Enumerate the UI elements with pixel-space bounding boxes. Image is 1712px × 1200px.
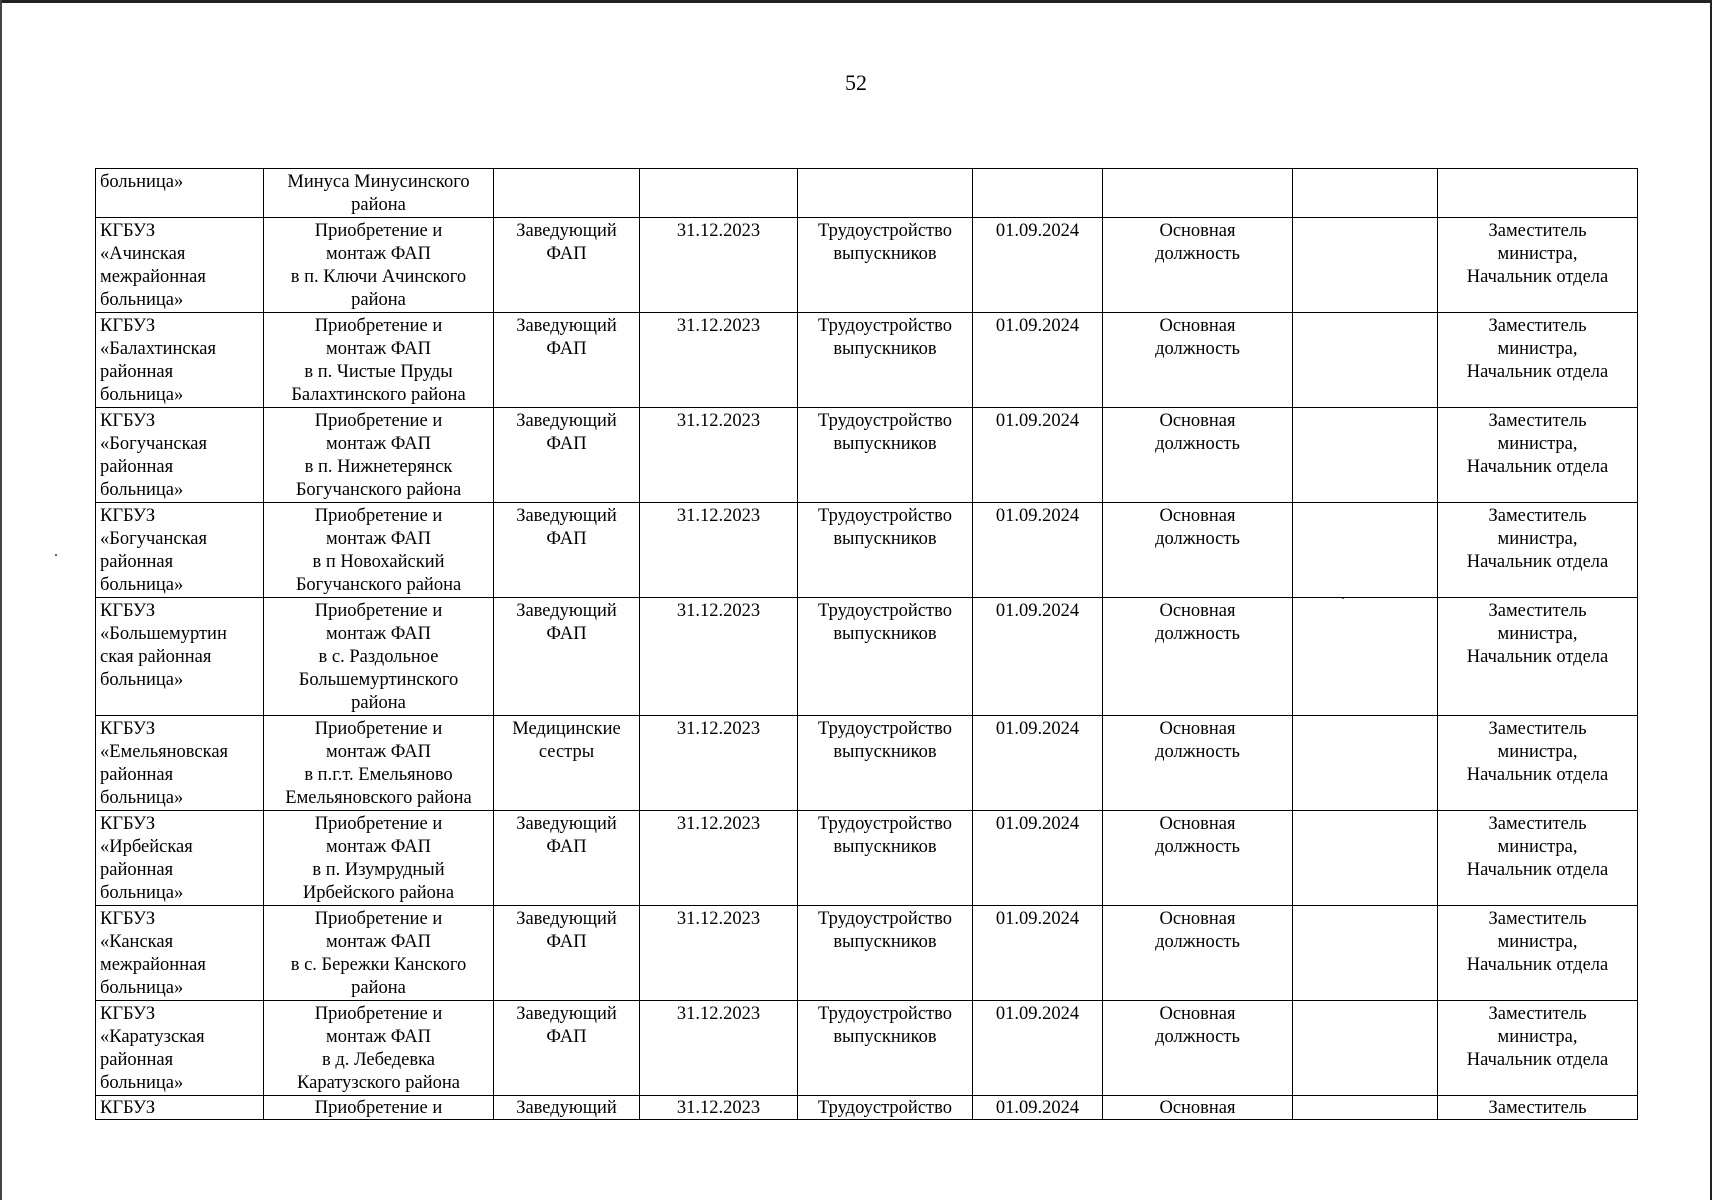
measure-cell xyxy=(798,169,973,218)
measure-cell: Трудоустройство выпускников xyxy=(798,811,973,906)
table-row xyxy=(96,1096,1638,1120)
document-table xyxy=(95,168,1638,1120)
responsible-cell: Заместитель министра, Начальник отдела xyxy=(1438,598,1638,716)
date-cell xyxy=(973,169,1103,218)
table-row xyxy=(96,811,1638,906)
date-cell: 01.09.2024 xyxy=(973,906,1103,1001)
deadline-cell: 31.12.2023 xyxy=(640,811,798,906)
project-cell: Приобретение и монтаж ФАП в п. Изумрудный Ирбейского района xyxy=(264,811,494,906)
table-row xyxy=(96,313,1638,408)
institution-cell: КГБУЗ «Богучанская районная больница» xyxy=(96,408,264,503)
employment-type-cell: Основная должность xyxy=(1103,906,1293,1001)
responsible-cell: Заместитель министра, Начальник отдела xyxy=(1438,503,1638,598)
institution-cell: КГБУЗ «Балахтинская районная больница» xyxy=(96,313,264,408)
position-cell: Заведующий ФАП xyxy=(494,503,640,598)
deadline-cell: 31.12.2023 xyxy=(640,906,798,1001)
empty-cell xyxy=(1293,811,1438,906)
empty-cell xyxy=(1293,408,1438,503)
position-cell: Заведующий ФАП xyxy=(494,811,640,906)
institution-cell: КГБУЗ «Большемуртин ская районная больница» xyxy=(96,598,264,716)
date-cell: 01.09.2024 xyxy=(973,716,1103,811)
responsible-cell: Заместитель министра, Начальник отдела xyxy=(1438,1001,1638,1096)
responsible-cell: Заместитель министра, Начальник отдела xyxy=(1438,906,1638,1001)
empty-cell xyxy=(1293,598,1438,716)
deadline-cell: 31.12.2023 xyxy=(640,598,798,716)
measure-cell: Трудоустройство выпускников xyxy=(798,313,973,408)
scan-edge-left xyxy=(0,0,2,1200)
position-cell: Заведующий ФАП xyxy=(494,218,640,313)
institution-cell: КГБУЗ «Емельяновская районная больница» xyxy=(96,716,264,811)
position-cell: Заведующий ФАП xyxy=(494,598,640,716)
position-cell: Заведующий ФАП xyxy=(494,313,640,408)
measure-cell: Трудоустройство выпускников xyxy=(798,906,973,1001)
table-row xyxy=(96,1001,1638,1096)
table-row xyxy=(96,408,1638,503)
responsible-cell: Заместитель xyxy=(1438,1096,1638,1120)
deadline-cell: 31.12.2023 xyxy=(640,218,798,313)
empty-cell xyxy=(1293,218,1438,313)
project-cell: Минуса Минусинского района xyxy=(264,169,494,218)
scan-edge-top xyxy=(0,0,1712,3)
scan-speck xyxy=(55,554,57,556)
responsible-cell: Заместитель министра, Начальник отдела xyxy=(1438,313,1638,408)
date-cell: 01.09.2024 xyxy=(973,218,1103,313)
date-cell: 01.09.2024 xyxy=(973,598,1103,716)
employment-type-cell: Основная должность xyxy=(1103,313,1293,408)
employment-type-cell: Основная должность xyxy=(1103,503,1293,598)
employment-type-cell: Основная xyxy=(1103,1096,1293,1120)
deadline-cell: 31.12.2023 xyxy=(640,1001,798,1096)
empty-cell xyxy=(1293,716,1438,811)
employment-type-cell: Основная должность xyxy=(1103,1001,1293,1096)
responsible-cell: Заместитель министра, Начальник отдела xyxy=(1438,811,1638,906)
date-cell: 01.09.2024 xyxy=(973,313,1103,408)
empty-cell xyxy=(1293,169,1438,218)
date-cell: 01.09.2024 xyxy=(973,1096,1103,1120)
measure-cell: Трудоустройство xyxy=(798,1096,973,1120)
institution-cell: КГБУЗ «Каратузская районная больница» xyxy=(96,1001,264,1096)
empty-cell xyxy=(1293,313,1438,408)
project-cell: Приобретение и монтаж ФАП в с. Раздольное Большемуртинского района xyxy=(264,598,494,716)
table-row xyxy=(96,598,1638,716)
page-number: 52 xyxy=(845,70,867,95)
project-cell: Приобретение и xyxy=(264,1096,494,1120)
date-cell: 01.09.2024 xyxy=(973,1001,1103,1096)
table-row xyxy=(96,716,1638,811)
institution-cell: больница» xyxy=(96,169,264,218)
deadline-cell: 31.12.2023 xyxy=(640,503,798,598)
institution-cell: КГБУЗ «Ачинская межрайонная больница» xyxy=(96,218,264,313)
position-cell: Заведующий ФАП xyxy=(494,408,640,503)
empty-cell xyxy=(1293,1001,1438,1096)
employment-type-cell: Основная должность xyxy=(1103,408,1293,503)
project-cell: Приобретение и монтаж ФАП в п Новохайский Богучанского района xyxy=(264,503,494,598)
project-cell: Приобретение и монтаж ФАП в п.г.т. Емельяново Емельяновского района xyxy=(264,716,494,811)
table-row xyxy=(96,906,1638,1001)
deadline-cell: 31.12.2023 xyxy=(640,716,798,811)
institution-cell: КГБУЗ «Ирбейская районная больница» xyxy=(96,811,264,906)
employment-type-cell: Основная должность xyxy=(1103,218,1293,313)
responsible-cell: Заместитель министра, Начальник отдела xyxy=(1438,408,1638,503)
employment-type-cell: Основная должность xyxy=(1103,598,1293,716)
empty-cell xyxy=(1293,503,1438,598)
project-cell: Приобретение и монтаж ФАП в д. Лебедевка Каратузского района xyxy=(264,1001,494,1096)
measure-cell: Трудоустройство выпускников xyxy=(798,1001,973,1096)
institution-cell: КГБУЗ «Богучанская районная больница» xyxy=(96,503,264,598)
measure-cell: Трудоустройство выпускников xyxy=(798,408,973,503)
deadline-cell: 31.12.2023 xyxy=(640,408,798,503)
deadline-cell: 31.12.2023 xyxy=(640,313,798,408)
date-cell: 01.09.2024 xyxy=(973,503,1103,598)
responsible-cell xyxy=(1438,169,1638,218)
deadline-cell: 31.12.2023 xyxy=(640,1096,798,1120)
date-cell: 01.09.2024 xyxy=(973,408,1103,503)
employment-type-cell: Основная должность xyxy=(1103,716,1293,811)
position-cell: Заведующий ФАП xyxy=(494,1001,640,1096)
measure-cell: Трудоустройство выпускников xyxy=(798,218,973,313)
employment-type-cell: Основная должность xyxy=(1103,811,1293,906)
responsible-cell: Заместитель министра, Начальник отдела xyxy=(1438,716,1638,811)
project-cell: Приобретение и монтаж ФАП в п. Чистые Пруды Балахтинского района xyxy=(264,313,494,408)
table-body xyxy=(96,169,1638,1120)
institution-cell: КГБУЗ xyxy=(96,1096,264,1120)
empty-cell xyxy=(1293,906,1438,1001)
project-cell: Приобретение и монтаж ФАП в п. Нижнетерянск Богучанского района xyxy=(264,408,494,503)
project-cell: Приобретение и монтаж ФАП в п. Ключи Ачинского района xyxy=(264,218,494,313)
empty-cell xyxy=(1293,1096,1438,1120)
employment-type-cell xyxy=(1103,169,1293,218)
date-cell: 01.09.2024 xyxy=(973,811,1103,906)
position-cell: Заведующий xyxy=(494,1096,640,1120)
responsible-cell: Заместитель министра, Начальник отдела xyxy=(1438,218,1638,313)
measure-cell: Трудоустройство выпускников xyxy=(798,503,973,598)
table-row xyxy=(96,218,1638,313)
position-cell: Медицинские сестры xyxy=(494,716,640,811)
institution-cell: КГБУЗ «Канская межрайонная больница» xyxy=(96,906,264,1001)
position-cell: Заведующий ФАП xyxy=(494,906,640,1001)
project-cell: Приобретение и монтаж ФАП в с. Бережки Канского района xyxy=(264,906,494,1001)
table-row xyxy=(96,169,1638,218)
deadline-cell xyxy=(640,169,798,218)
measure-cell: Трудоустройство выпускников xyxy=(798,598,973,716)
measure-cell: Трудоустройство выпускников xyxy=(798,716,973,811)
position-cell xyxy=(494,169,640,218)
table-row xyxy=(96,503,1638,598)
